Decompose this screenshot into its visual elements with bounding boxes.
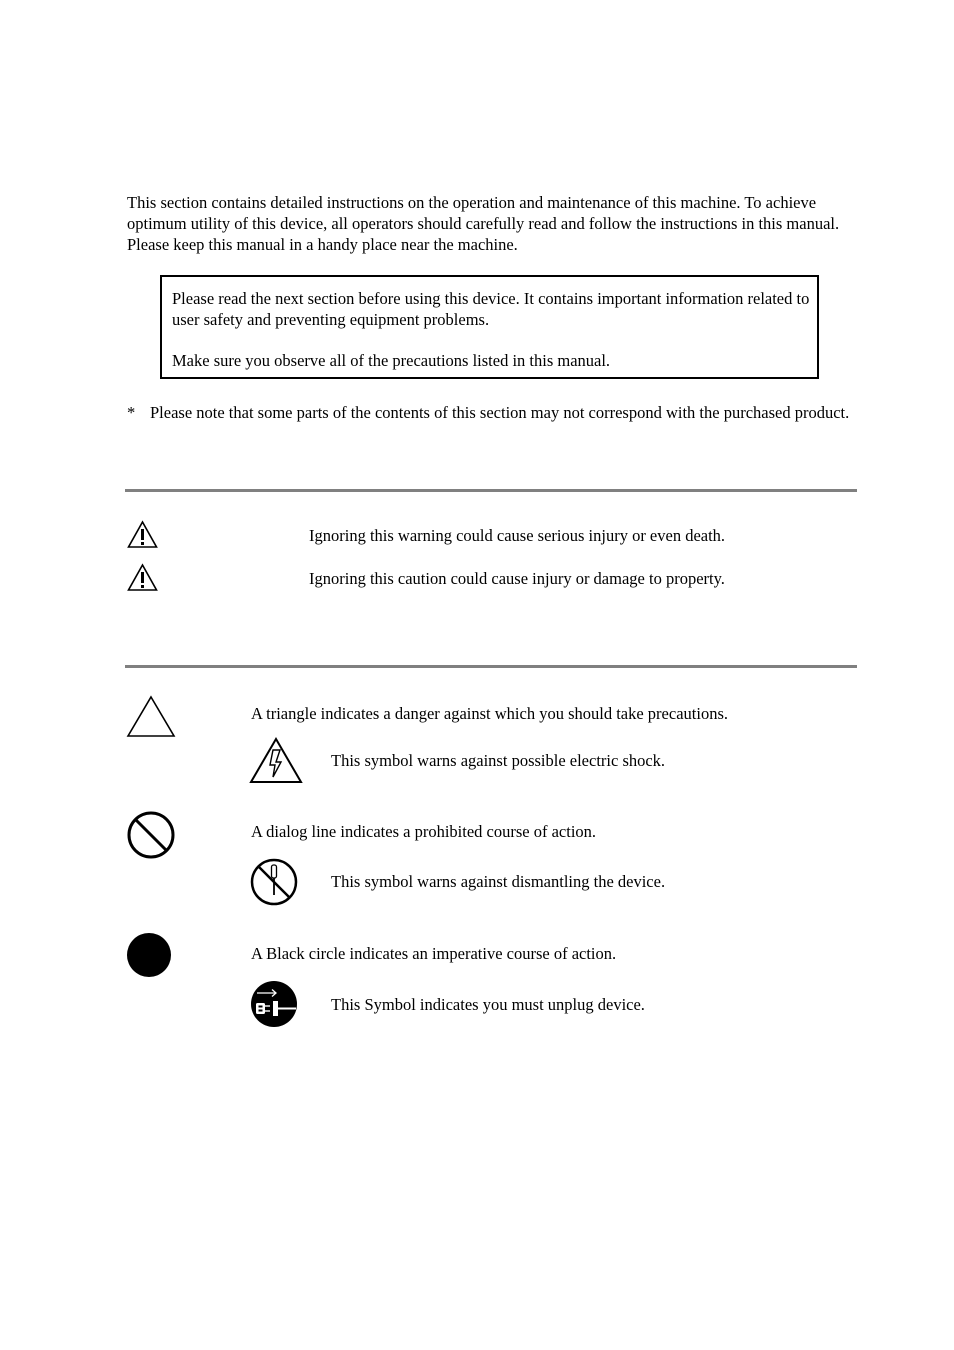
example-description: This symbol warns against possible electric shock. <box>331 751 666 770</box>
note-text: Please note that some parts of the contents of this section may not correspond with the purchased product. <box>150 403 850 422</box>
triangle-icon <box>126 695 176 739</box>
unplug-icon <box>249 979 299 1029</box>
notice-text: Please read the next section before using this device. It contains important information related to user safety and preventing equipment problems. <box>172 289 810 329</box>
note-asterisk: * <box>127 403 136 422</box>
section-divider <box>125 665 857 668</box>
symbol-description: A dialog line indicates a prohibited course of action. <box>251 822 597 841</box>
symbol-description: A triangle indicates a danger against which you should take precautions. <box>251 704 728 723</box>
symbol-description: A Black circle indicates an imperative course of action. <box>251 944 617 963</box>
warning-description: Ignoring this warning could cause serious injury or even death. <box>309 526 726 545</box>
warning-triangle-icon <box>127 520 158 549</box>
example-description: This symbol warns against dismantling the device. <box>331 872 666 891</box>
notice-text: Make sure you observe all of the precautions listed in this manual. <box>172 351 611 370</box>
intro-paragraph: This section contains detailed instructions on the operation and maintenance of this machine. To achieve optimum utility of this device, all operators should carefully read and follow the instructions in this manual. Please keep this manual in a handy place near the machine. <box>127 193 840 254</box>
section-divider <box>125 489 857 492</box>
example-description: This Symbol indicates you must unplug device. <box>331 995 645 1014</box>
electric-shock-icon <box>249 737 303 784</box>
prohibited-icon <box>126 810 176 860</box>
no-dismantle-icon <box>249 857 299 907</box>
caution-triangle-icon <box>127 563 158 592</box>
caution-description: Ignoring this caution could cause injury or damage to property. <box>309 569 725 588</box>
black-circle-icon <box>126 931 174 979</box>
notice-box <box>160 275 819 379</box>
